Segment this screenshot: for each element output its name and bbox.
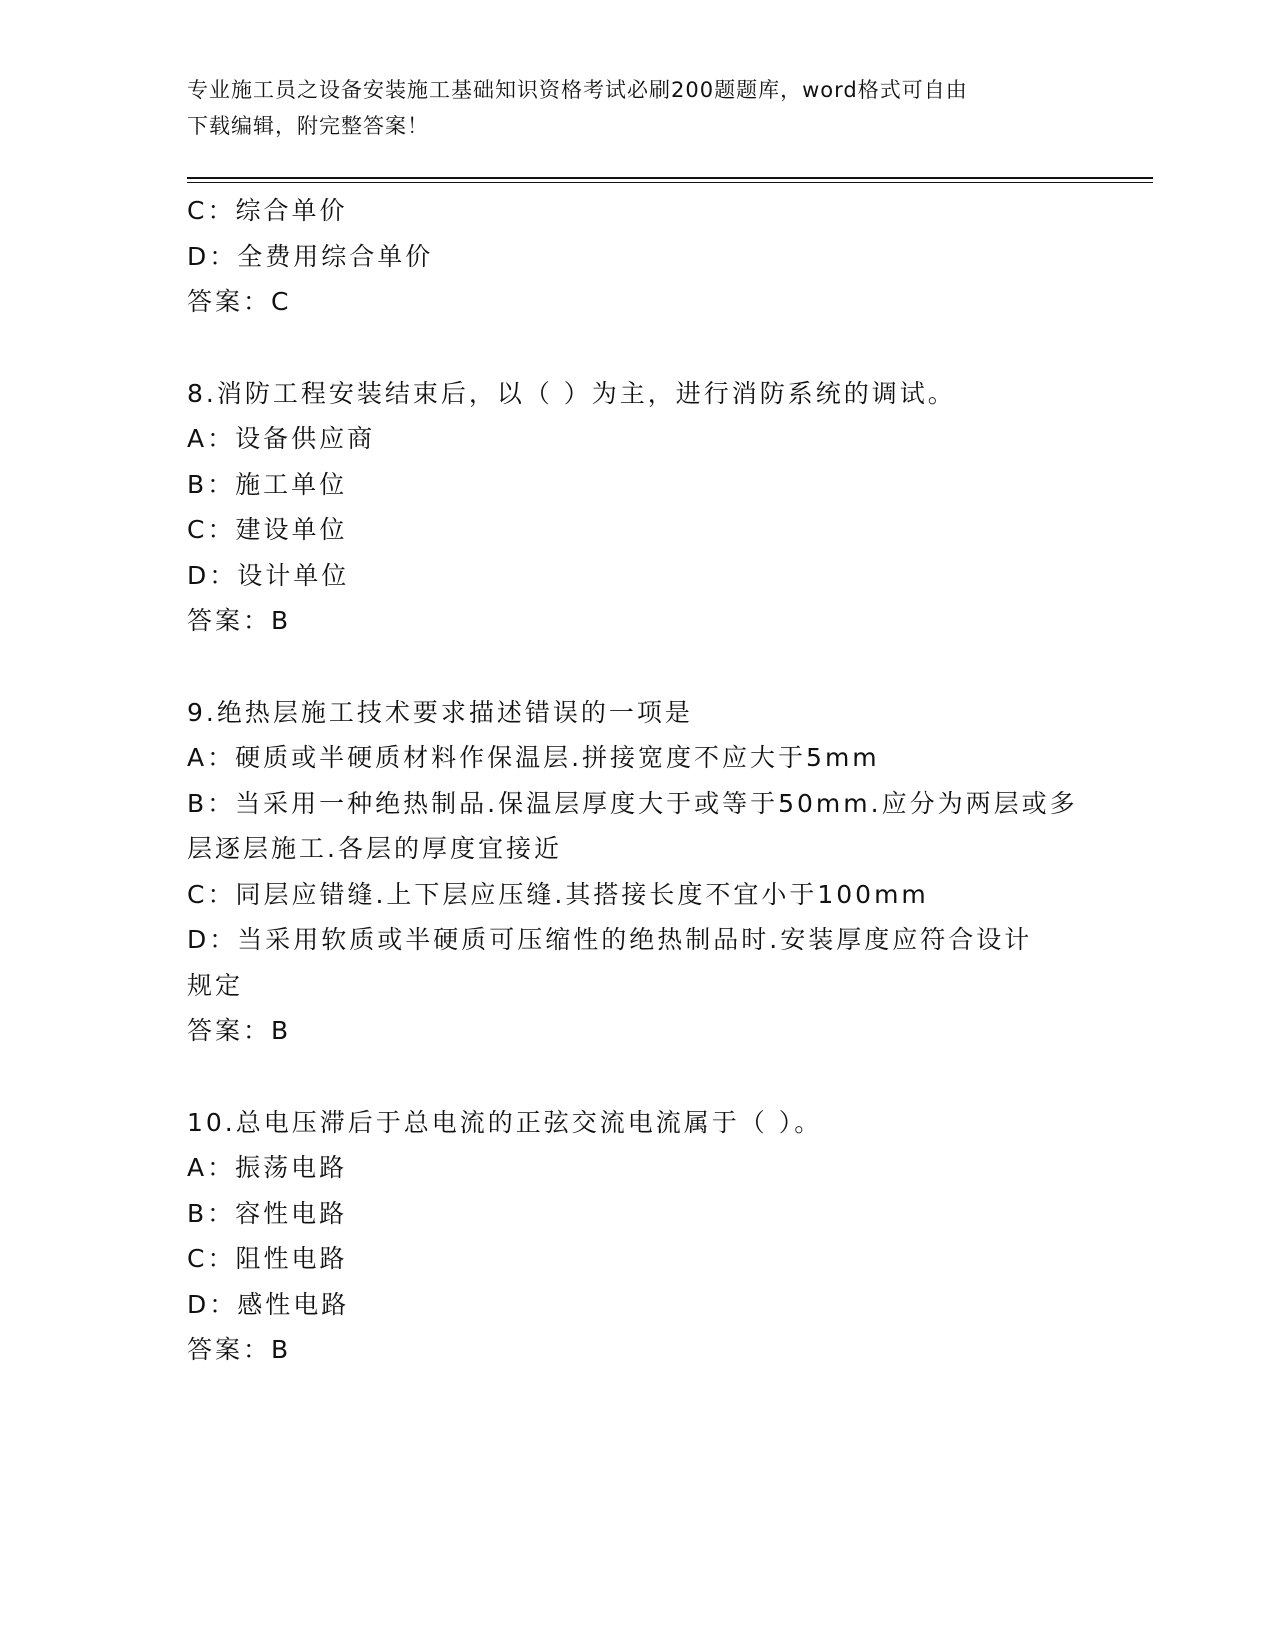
answer-line: 答案：C — [187, 287, 292, 316]
answer-line: 答案：B — [187, 1016, 292, 1045]
question-stem: 8.消防工程安装结束后，以（ ）为主，进行消防系统的调试。 — [187, 378, 956, 408]
question-stem: 9.绝热层施工技术要求描述错误的一项是 — [187, 697, 693, 727]
spacer — [187, 644, 1087, 690]
question-10 — [187, 1100, 1087, 1373]
header-line-1: 专业施工员之设备安装施工基础知识资格考试必刷200题题库，word格式可自由 — [187, 78, 968, 102]
option-c: C：建设单位 — [187, 515, 348, 544]
option-a: A：振荡电路 — [187, 1153, 348, 1182]
option-c: C：阻性电路 — [187, 1244, 348, 1273]
question-7-tail — [187, 188, 1087, 325]
header-divider-thin — [187, 182, 1153, 183]
option-d: D：全费用综合单价 — [187, 241, 434, 271]
option-d: D：设计单位 — [187, 560, 350, 590]
question-list — [187, 188, 1087, 1373]
option-a: A：硬质或半硬质材料作保温层.拼接宽度不应大于5mm — [187, 743, 880, 772]
option-b-line-1: B：当采用一种绝热制品.保温层厚度大于或等于50mm.应分为两层或多 — [187, 788, 1078, 818]
answer-line: 答案：B — [187, 606, 292, 635]
header-divider-thick — [187, 177, 1153, 179]
option-b-line-2: 层逐层施工.各层的厚度宜接近 — [187, 834, 562, 863]
option-a: A：设备供应商 — [187, 424, 376, 453]
spacer — [187, 325, 1087, 371]
option-c: C：综合单价 — [187, 196, 348, 225]
option-b: B：容性电路 — [187, 1198, 348, 1228]
answer-line: 答案：B — [187, 1335, 292, 1364]
option-d-line-2: 规定 — [187, 970, 244, 1000]
question-9 — [187, 690, 1087, 1054]
document-header — [187, 72, 1067, 144]
header-line-2: 下载编辑，附完整答案！ — [187, 114, 429, 138]
option-d-line-1: D：当采用软质或半硬质可压缩性的绝热制品时.安装厚度应符合设计 — [187, 925, 1033, 954]
question-stem: 10.总电压滞后于总电流的正弦交流电流属于（ ）。 — [187, 1107, 823, 1137]
option-b: B：施工单位 — [187, 469, 348, 499]
option-d: D：感性电路 — [187, 1289, 350, 1319]
option-c: C：同层应错缝.上下层应压缝.其搭接长度不宜小于100mm — [187, 879, 929, 909]
spacer — [187, 1054, 1087, 1100]
question-8 — [187, 371, 1087, 644]
